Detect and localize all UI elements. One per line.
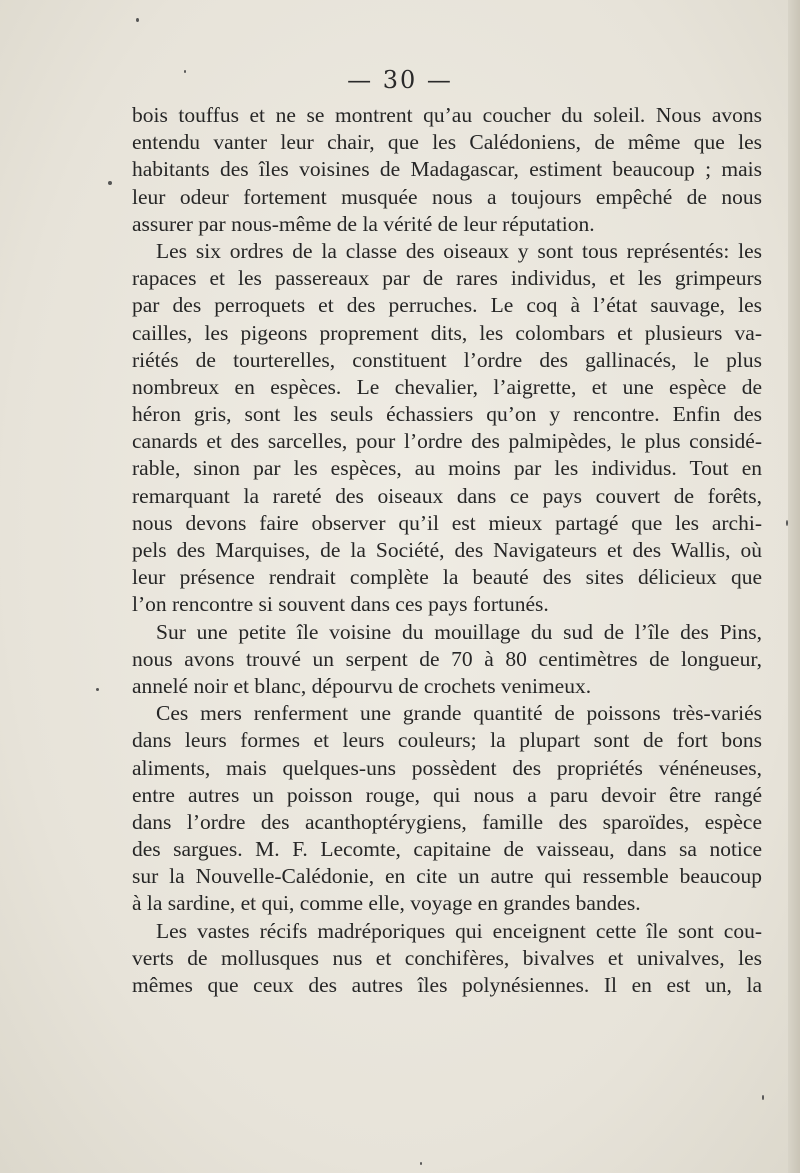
scan-speck xyxy=(184,70,186,73)
text-line: remarquant la rareté des oiseaux dans ce pays couvert de forêts, xyxy=(132,483,762,508)
text-line: leur présence rendrait complète la beauté des sites délicieux que xyxy=(132,565,762,590)
scan-speck xyxy=(108,181,112,185)
text-line: entre autres un poisson rouge, qui nous a paru devoir être rangé xyxy=(132,782,762,807)
page-edge-shadow xyxy=(788,0,800,1173)
text-line: des sargues. M. F. Lecomte, capitaine de vaisseau, dans sa notice xyxy=(132,837,762,862)
text-line: bois touffus et ne se montrent qu’au coucher du soleil. Nous avons xyxy=(132,103,762,127)
text-line: sur la Nouvelle-Calédonie, en cite un autre qui ressemble beaucoup xyxy=(132,864,762,889)
text-line: Les vastes récifs madréporiques qui enceignent cette île sont cou- xyxy=(156,918,762,943)
text-line: entendu vanter leur chair, que les Calédoniens, de même que les xyxy=(132,130,762,155)
text-line: leur odeur fortement musquée nous a toujours empêché de nous xyxy=(132,184,762,209)
text-line: Sur une petite île voisine du mouillage du sud de l’île des Pins, xyxy=(156,619,762,644)
scan-speck xyxy=(136,18,139,22)
text-line: dans leurs formes et leurs couleurs; la plupart sont de fort bons xyxy=(132,728,762,753)
text-line: verts de mollusques nus et conchifères, bivalves et univalves, les xyxy=(132,945,762,970)
text-line: nous devons faire observer qu’il est mieux partagé que les archi- xyxy=(132,510,762,535)
text-line: l’on rencontre si souvent dans ces pays fortunés. xyxy=(132,592,549,617)
text-line: annelé noir et blanc, dépourvu de crochets venimeux. xyxy=(132,673,592,698)
text-line: par des perroquets et des perruches. Le coq à l’état sauvage, les xyxy=(132,293,762,318)
text-line: pels des Marquises, de la Société, des Navigateurs et des Wallis, où xyxy=(132,538,762,562)
text-line: rapaces et les passereaux par de rares individus, et les grimpeurs xyxy=(132,266,762,291)
scan-speck xyxy=(762,1095,764,1100)
text-line: canards et des sarcelles, pour l’ordre des palmipèdes, le plus considé- xyxy=(132,429,762,454)
text-line: habitants des îles voisines de Madagascar, estiment beaucoup ; mais xyxy=(132,157,762,182)
scan-speck xyxy=(96,688,99,691)
text-line: à la sardine, et qui, comme elle, voyage en grandes bandes. xyxy=(132,891,641,916)
text-line: Ces mers renferment une grande quantité de poissons très-variés xyxy=(156,701,762,726)
page-number: — 30 — xyxy=(347,66,453,94)
text-line: nous avons trouvé un serpent de 70 à 80 centimètres de longueur, xyxy=(132,646,762,671)
text-line: nombreux en espèces. Le chevalier, l’aigrette, et une espèce de xyxy=(132,374,762,399)
text-line: cailles, les pigeons proprement dits, les colombars et plusieurs va- xyxy=(132,320,762,345)
scan-speck xyxy=(786,520,788,526)
text-line: Les six ordres de la classe des oiseaux y sont tous représentés: les xyxy=(156,238,762,263)
text-line: riétés de tourterelles, constituent l’ordre des gallinacés, le plus xyxy=(132,347,762,372)
text-line: rable, sinon par les espèces, au moins par les individus. Tout en xyxy=(132,456,762,481)
scan-speck xyxy=(420,1162,422,1165)
text-line: héron gris, sont les seuls échassiers qu’on y rencontre. Enfin des xyxy=(132,402,762,427)
text-line: mêmes que ceux des autres îles polynésiennes. Il en est un, la xyxy=(132,973,762,997)
text-line: dans l’ordre des acanthoptérygiens, famille des sparoïdes, espèce xyxy=(132,809,762,834)
text-line: aliments, mais quelques-uns possèdent des propriétés vénéneuses, xyxy=(132,755,762,780)
text-line: assurer par nous-même de la vérité de leur réputation. xyxy=(132,211,595,236)
body-text xyxy=(132,102,762,999)
